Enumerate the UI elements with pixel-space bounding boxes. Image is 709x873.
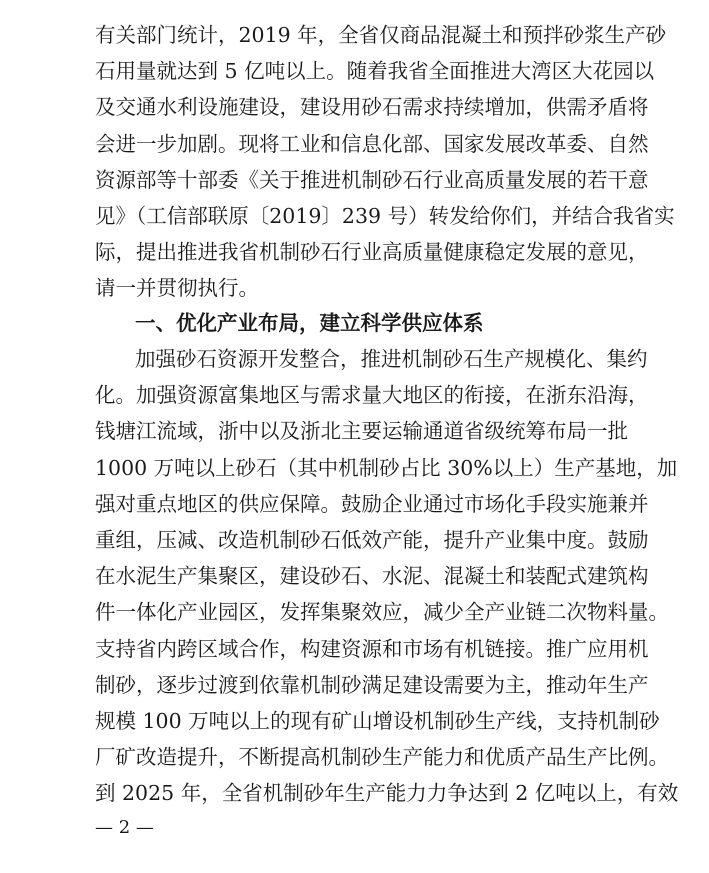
paragraph-line: 见》（工信部联原〔2019〕239 号）转发给你们，并结合我省实 [95,204,675,228]
paragraph-line: 有关部门统计，2019 年，全省仅商品混凝土和预拌砂浆生产砂 [95,23,667,47]
section-heading: 一、优化产业布局，建立科学供应体系 [135,311,484,335]
paragraph-line: 石用量就达到 5 亿吨以上。随着我省全面推进大湾区大花园以 [95,59,655,84]
paragraph-line: 支持省内跨区域合作，构建资源和市场有机链接。推广应用机 [95,636,649,661]
paragraph-line: 1000 万吨以上砂石（其中机制砂占比 30%以上）生产基地，加 [95,455,678,480]
paragraph-line: 件一体化产业园区，发挥集聚效应，减少全产业链二次物料量。 [95,600,669,625]
paragraph-line: 加强砂石资源开发整合，推进机制砂石生产规模化、集约 [135,347,648,371]
paragraph-line: 在水泥生产集聚区，建设砂石、水泥、混凝土和装配式建筑构 [95,564,649,589]
paragraph-line: 钱塘江流域，浙中以及浙北主要运输通道省级统筹布局一批 [95,419,628,444]
paragraph-line: 到 2025 年，全省机制砂年生产能力力争达到 2 亿吨以上，有效 [95,781,679,806]
paragraph-line: 重组，压减、改造机制砂石低效产能，提升产业集中度。鼓励 [95,528,649,552]
paragraph-line: 化。加强资源富集地区与需求量大地区的衔接，在浙东沿海， [95,383,649,408]
paragraph-line: 请一并贯彻执行。 [95,276,259,301]
paragraph-line: 强对重点地区的供应保障。鼓励企业通过市场化手段实施兼并 [95,491,649,516]
paragraph-line: 及交通水利设施建设，建设用砂石需求持续增加，供需矛盾将 [95,95,649,120]
paragraph-line: 规模 100 万吨以上的现有矿山增设机制砂生产线，支持机制砂 [95,709,660,733]
page-number: — 2 — [95,817,154,838]
paragraph-line: 会进一步加剧。现将工业和信息化部、国家发展改革委、自然 [95,131,649,156]
paragraph-line: 厂矿改造提升，不断提高机制砂生产能力和优质产品生产比例。 [95,745,669,770]
paragraph-line: 制砂，逐步过渡到依靠机制砂满足建设需要为主，推动年生产 [95,672,649,697]
paragraph-line: 资源部等十部委《关于推进机制砂石行业高质量发展的若干意 [95,167,649,192]
paragraph-line: 际，提出推进我省机制砂石行业高质量健康稳定发展的意见， [95,240,649,265]
